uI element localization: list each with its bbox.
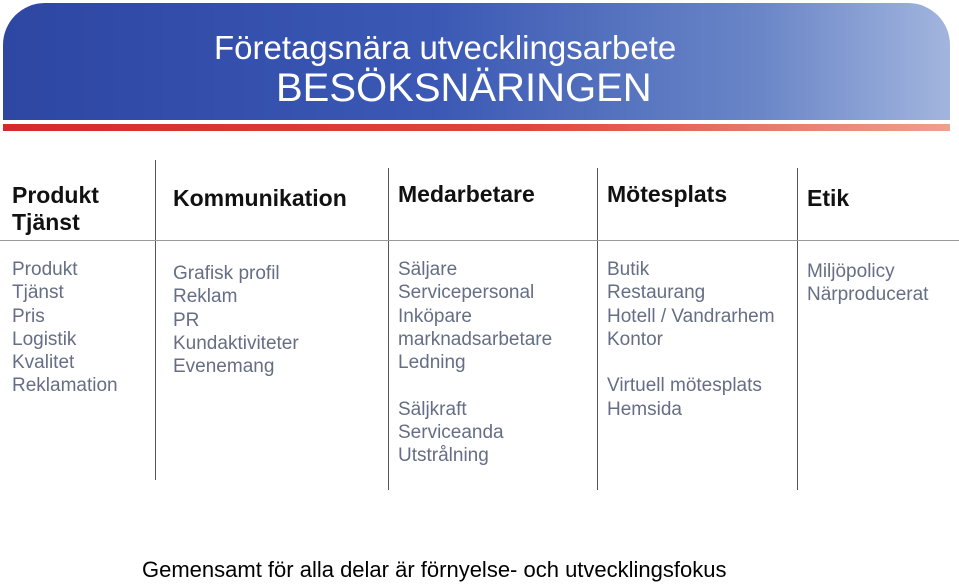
list-item: Närproducerat [807,284,929,306]
page-subtitle: BESÖKSNÄRINGEN [276,66,652,110]
header-divider [0,240,959,241]
list-item: Hemsida [607,398,682,420]
column-divider [797,168,798,490]
list-item: marknadsarbetare [398,328,553,350]
column-heading-medarbetare: Medarbetare [398,181,535,207]
list-item: Serviceanda [398,422,504,444]
column-divider [155,160,156,480]
list-item: Pris [12,305,45,327]
column-divider [597,168,598,490]
list-item: Evenemang [173,356,275,378]
list-item: PR [173,309,200,331]
column-heading-motesplats: Mötesplats [607,181,728,207]
column-list-medarbetare [398,258,552,468]
list-item: Virtuell mötesplats [607,375,762,397]
column-heading-kommunikation: Kommunikation [173,185,347,211]
list-item: Tjänst [12,282,64,304]
list-item: Ledning [398,352,466,374]
column-list-kommunikation [173,262,299,378]
list-item: Utstrålning [398,445,489,467]
list-item: Restaurang [607,282,706,304]
list-item: Kontor [607,328,663,350]
list-item: Butik [607,259,650,280]
list-item: Logistik [12,328,77,350]
column-list-motesplats [607,258,775,421]
column-divider [388,168,389,490]
list-item: Säljkraft [398,398,467,420]
list-spacer [607,351,775,374]
column-list-etik [807,260,928,307]
list-spacer [398,374,552,397]
list-item: Hotell / Vandrarhem [607,305,775,327]
list-item: Inköpare [398,305,472,327]
list-item: Reklam [173,286,238,308]
column-heading-produkt [12,182,99,236]
footer-text: Gemensamt för alla delar är förnyelse- och utvecklingsfokus [142,557,727,582]
column-heading-etik: Etik [807,185,850,211]
list-item: Reklamation [12,375,118,397]
list-item: Grafisk profil [173,263,280,284]
header-accent-bar [3,124,950,131]
heading-line: Tjänst [12,209,80,235]
list-item: Miljöpolicy [807,261,895,282]
heading-line: Produkt [12,182,99,208]
list-item: Kvalitet [12,352,75,374]
page-title: Företagsnära utvecklingsarbete [214,29,677,66]
list-item: Produkt [12,259,78,280]
list-item: Säljare [398,259,458,280]
column-list-produkt [12,258,118,398]
list-item: Kundaktiviteter [173,332,299,354]
list-item: Servicepersonal [398,282,535,304]
